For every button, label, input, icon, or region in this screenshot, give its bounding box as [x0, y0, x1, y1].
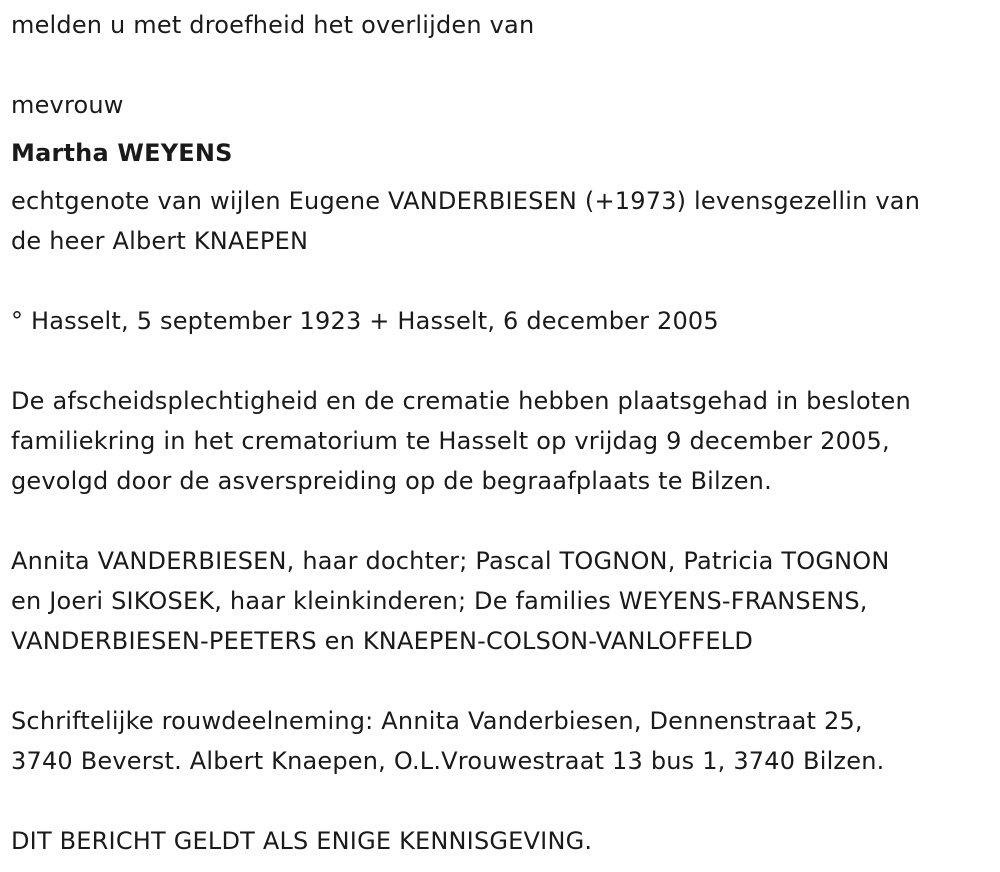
family-line-2: en Joeri SIKOSEK, haar kleinkinderen; De families WEYENS-FRANSENS,	[11, 587, 868, 615]
ceremony-line-1: De afscheidsplechtigheid en de crematie hebben plaatsgehad in besloten	[11, 387, 911, 415]
ceremony-line-3: gevolgd door de asverspreiding op de begraafplaats te Bilzen.	[11, 467, 772, 495]
condolence-line-2: 3740 Beverst. Albert Knaepen, O.L.Vrouwestraat 13 bus 1, 3740 Bilzen.	[11, 747, 885, 775]
salutation: mevrouw	[11, 91, 124, 119]
ceremony-line-2: familiekring in het crematorium te Hasselt op vrijdag 9 december 2005,	[11, 427, 890, 455]
intro-text: melden u met droefheid het overlijden van	[11, 11, 535, 39]
relation-line-1: echtgenote van wijlen Eugene VANDERBIESEN (+1973) levensgezellin van	[11, 187, 921, 215]
family-line-3: VANDERBIESEN-PEETERS en KNAEPEN-COLSON-VANLOFFELD	[11, 627, 754, 655]
birth-death-dates: ° Hasselt, 5 september 1923 + Hasselt, 6 december 2005	[11, 307, 719, 335]
deceased-name: Martha WEYENS	[11, 139, 233, 167]
relation-line-2: de heer Albert KNAEPEN	[11, 227, 309, 255]
condolence-line-1: Schriftelijke rouwdeelneming: Annita Vanderbiesen, Dennenstraat 25,	[11, 707, 863, 735]
family-line-1: Annita VANDERBIESEN, haar dochter; Pascal TOGNON, Patricia TOGNON	[11, 547, 890, 575]
sole-notice: DIT BERICHT GELDT ALS ENIGE KENNISGEVING.	[11, 827, 593, 855]
